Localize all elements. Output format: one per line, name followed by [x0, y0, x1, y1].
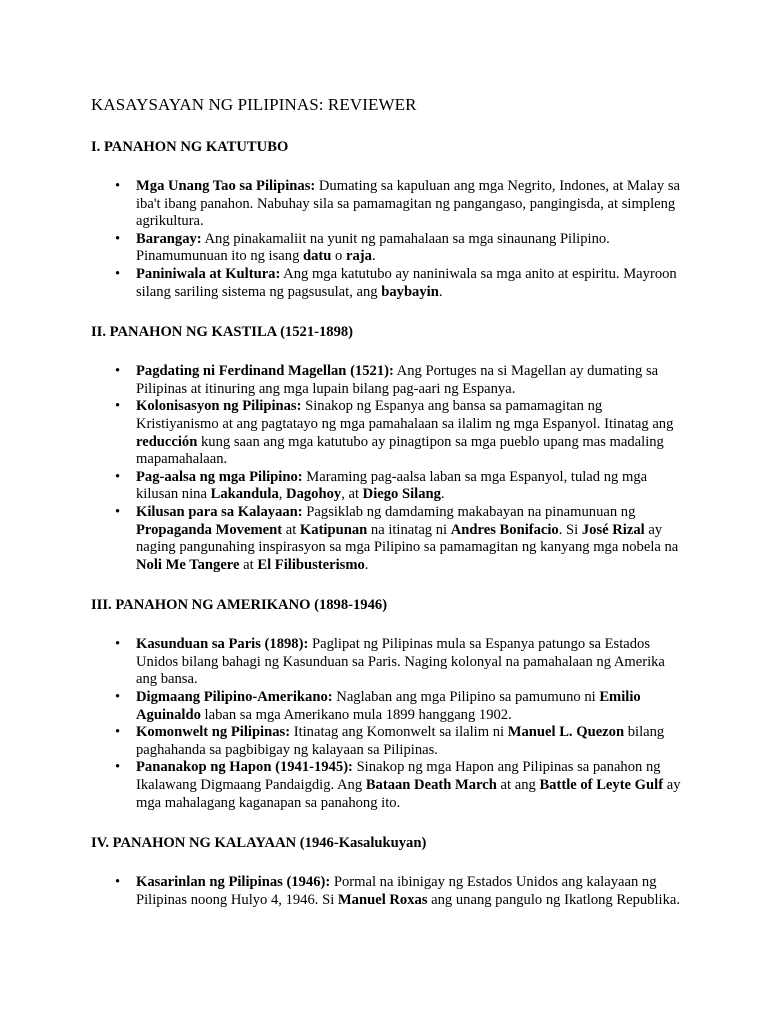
bold-term: reducción	[136, 433, 198, 450]
bold-term: Andres Bonifacio	[450, 521, 559, 538]
list-item: • Pag-aalsa ng mga Pilipino: Maraming pag-aalsa laban sa mga Espanyol, tulad ng mga kilusan nina Lakandula, Dagohoy, at Diego Silang.	[136, 469, 688, 504]
section-heading: III. PANAHON NG AMERIKANO (1898-1946)	[91, 597, 388, 614]
list-item: • Paniniwala at Kultura: Ang mga katutubo ay naniniwala sa mga anito at espiritu. Mayroon silang sariling sistema ng pagsusulat, ang baybayin.	[136, 266, 688, 301]
section-heading: II. PANAHON NG KASTILA (1521-1898)	[91, 324, 354, 341]
bold-term: Manuel Roxas	[337, 891, 428, 908]
bold-term: Kilusan para sa Kalayaan:	[136, 503, 303, 520]
bold-term: Kolonisasyon ng Pilipinas:	[136, 398, 302, 415]
list-item: • Digmaang Pilipino-Amerikano: Naglaban ang mga Pilipino sa pamumuno ni Emilio Aguinaldo laban sa mga Amerikano mula 1899 hanggang 1902.	[136, 689, 688, 724]
section-list	[91, 178, 688, 301]
section-list	[91, 363, 688, 574]
bold-term: Pananakop ng Hapon (1941-1945):	[136, 759, 353, 776]
bold-term: Katipunan	[299, 521, 368, 538]
section-list	[91, 874, 688, 909]
bold-term: Diego Silang	[362, 486, 441, 503]
bold-term: Kasarinlan ng Pilipinas (1946):	[136, 874, 331, 891]
bold-term: Battle of Leyte Gulf	[539, 777, 664, 794]
list-item: • Kasunduan sa Paris (1898): Paglipat ng Pilipinas mula sa Espanya patungo sa Estados Unidos bilang bahagi ng Kasunduan sa Paris. Naging kolonyal na pamahalaan ng Amerika ang bansa.	[136, 636, 688, 689]
bold-term: El Filibusterismo	[257, 556, 365, 573]
bold-term: baybayin	[381, 283, 439, 300]
bold-term: Pag-aalsa ng mga Pilipino:	[136, 468, 303, 485]
bold-term: Digmaang Pilipino-Amerikano:	[136, 689, 333, 706]
bold-term: Noli Me Tangere	[136, 556, 240, 573]
bold-term: Propaganda Movement	[136, 521, 283, 538]
bold-term: Manuel L. Quezon	[507, 724, 625, 741]
list-item: • Mga Unang Tao sa Pilipinas: Dumating sa kapuluan ang mga Negrito, Indones, at Malay sa iba't ibang panahon. Nabuhay sila sa pamamagitan ng pangangaso, pangingisda, at simpleng agrikultura.	[136, 178, 688, 231]
list-item: • Kasarinlan ng Pilipinas (1946): Pormal na ibinigay ng Estados Unidos ang kalayaan ng Pilipinas noong Hulyo 4, 1946. Si Manuel Roxas ang unang pangulo ng Ikatlong Republika.	[136, 874, 688, 909]
list-item: • Barangay: Ang pinakamaliit na yunit ng pamahalaan sa mga sinaunang Pilipino. Pinamumunuan ito ng isang datu o raja.	[136, 231, 688, 266]
list-item: • Kolonisasyon ng Pilipinas: Sinakop ng Espanya ang bansa sa pamamagitan ng Kristiyanismo at ang pagtatayo ng mga pamahalaan sa ilalim ng mga Espanyol. Itinatag ang reducción kung saan ang mga katutubo ay pinagtipon sa mga pueblo upang mas madaling mapamahalaan.	[136, 398, 688, 468]
bold-term: Lakandula	[210, 486, 279, 503]
bold-term: Bataan Death March	[365, 777, 497, 794]
bold-term: Paniniwala at Kultura:	[136, 265, 281, 282]
list-item: • Pananakop ng Hapon (1941-1945): Sinakop ng mga Hapon ang Pilipinas sa panahon ng Ikalawang Digmaang Pandaigdig. Ang Bataan Death March at ang Battle of Leyte Gulf ay mga mahalagang kaganapan sa panahong ito.	[136, 759, 688, 812]
document-title: KASAYSAYAN NG PILIPINAS: REVIEWER	[91, 95, 417, 114]
bold-term: Komonwelt ng Pilipinas:	[136, 724, 291, 741]
bold-term: datu	[303, 248, 332, 265]
bold-term: Barangay:	[136, 230, 202, 247]
bold-term: Emilio Aguinaldo	[136, 689, 641, 723]
bold-term: Kasunduan sa Paris (1898):	[136, 636, 309, 653]
section-list	[91, 636, 688, 812]
section-heading: IV. PANAHON NG KALAYAAN (1946-Kasalukuyan)	[91, 835, 427, 852]
bold-term: Pagdating ni Ferdinand Magellan (1521):	[136, 363, 394, 380]
list-item: • Kilusan para sa Kalayaan: Pagsiklab ng damdaming makabayan na pinamunuan ng Propaganda Movement at Katipunan na itinatag ni Andres Bonifacio. Si José Rizal ay naging pangunahing inspirasyon sa mga Pilipino sa pamamagitan ng kanyang mga nobela na Noli Me Tangere at El Filibusterismo.	[136, 504, 688, 574]
list-item: • Komonwelt ng Pilipinas: Itinatag ang Komonwelt sa ilalim ni Manuel L. Quezon bilang paghahanda sa pagbibigay ng kalayaan sa Pilipinas.	[136, 724, 688, 759]
list-item: • Pagdating ni Ferdinand Magellan (1521): Ang Portuges na si Magellan ay dumating sa Pilipinas at itinuring ang mga lupain bilang pag-aari ng Espanya.	[136, 363, 688, 398]
bold-term: raja	[346, 248, 372, 265]
bold-term: Dagohoy	[286, 486, 342, 503]
section-heading: I. PANAHON NG KATUTUBO	[91, 139, 289, 155]
bold-term: José Rizal	[581, 521, 645, 538]
bold-term: Mga Unang Tao sa Pilipinas:	[136, 178, 316, 194]
document-body	[91, 138, 688, 909]
